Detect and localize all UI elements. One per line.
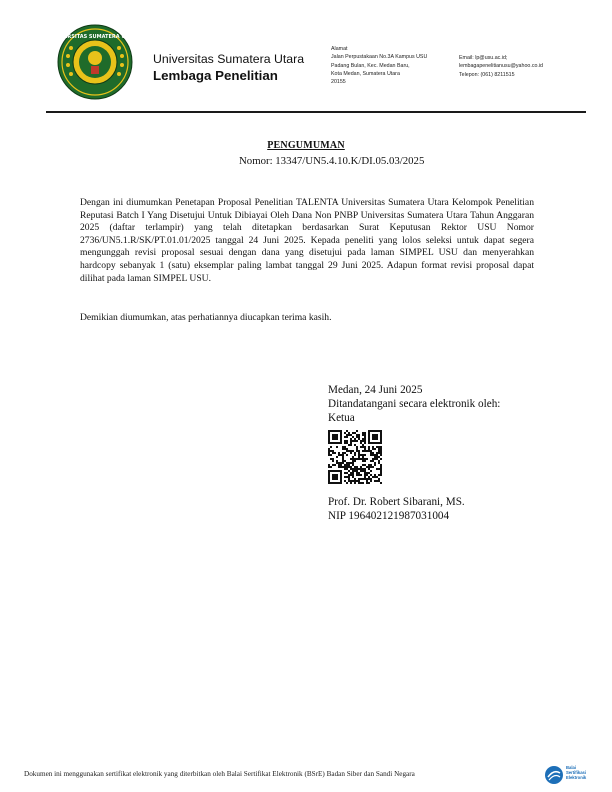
- qr-code: [328, 430, 382, 484]
- document-number: Nomor: 13347/UN5.4.10.K/DI.05.03/2025: [239, 155, 425, 167]
- bsre-label-line: Sertifikasi: [566, 770, 587, 775]
- bsre-label-line: Balai: [566, 765, 577, 770]
- address-line: Padang Bulan, Kec. Medan Baru,: [331, 62, 410, 69]
- email-line: lembagapenelitianusu@yahoo.co.id: [459, 63, 544, 70]
- bsre-logo-icon: [544, 765, 564, 785]
- header-divider: [46, 111, 586, 113]
- address-block: [331, 45, 427, 86]
- signatory-nip: NIP 196402121987031004: [328, 510, 450, 522]
- phone-line: Telepon: (061) 8211515: [459, 71, 515, 78]
- logo-text: UNIVERSITAS SUMATERA UTARA: [49, 34, 141, 40]
- address-line: 20155: [331, 79, 346, 86]
- signatory-name: Prof. Dr. Robert Sibarani, MS.: [328, 496, 465, 508]
- institute-name: Lembaga Penelitian: [153, 68, 278, 83]
- university-name: Universitas Sumatera Utara: [153, 52, 305, 66]
- signature-role: Ketua: [328, 412, 355, 424]
- document-body: [80, 197, 534, 285]
- document-title: PENGUMUMAN: [267, 140, 345, 151]
- email-line: Email: lp@usu.ac.id;: [459, 55, 508, 61]
- footer-note: Dokumen ini menggunakan sertifikat elektronik yang diterbitkan oleh Balai Sertifikat Elektronik (BSrE) Badan Siber dan Sandi Negara: [24, 770, 415, 778]
- closing-paragraph: Demikian diumumkan, atas perhatiannya diucapkan terima kasih.: [80, 312, 332, 323]
- signature-note: Ditandatangani secara elektronik oleh:: [328, 398, 501, 410]
- address-label: Alamat: [331, 46, 348, 52]
- signature-place-date: Medan, 24 Juni 2025: [328, 384, 423, 396]
- bsre-label-line: Elektronik: [566, 775, 587, 780]
- university-logo: [49, 24, 141, 100]
- address-line: Kota Medan, Sumatera Utara: [331, 70, 400, 77]
- address-line: Jalan Perpustakaan No.3A Kampus USU: [331, 54, 428, 61]
- body-paragraph: Dengan ini diumumkan Penetapan Proposal Penelitian TALENTA Universitas Sumatera Utara Kelompok Penelitian Reputasi Batch I Yang Disetujui Untuk Dibiayai Oleh Dana Non PNBP Universitas Sumatera Utara Tahun Anggaran 2025 (daftar terlampir) yang telah ditetapkan berdasarkan Surat Keputusan Rektor USU Nomor 2736/UN5.1.R/SK/PT.01.01/2025 tanggal 24 Juni 2025. Kepada peneliti yang lolos seleksi untuk dapat segera mengunggah revisi proposal sesuai dengan dana yang disetujui pada laman SIMPEL USU dan menyerahkan hardcopy sebanyak 1 (satu) eksemplar paling lambat tanggal 29 Juni 2025. Adapun format revisi proposal dapat dilihat pada laman SIMPEL USU.: [80, 197, 534, 284]
- contact-block: [459, 54, 543, 79]
- bsre-label: [566, 765, 586, 780]
